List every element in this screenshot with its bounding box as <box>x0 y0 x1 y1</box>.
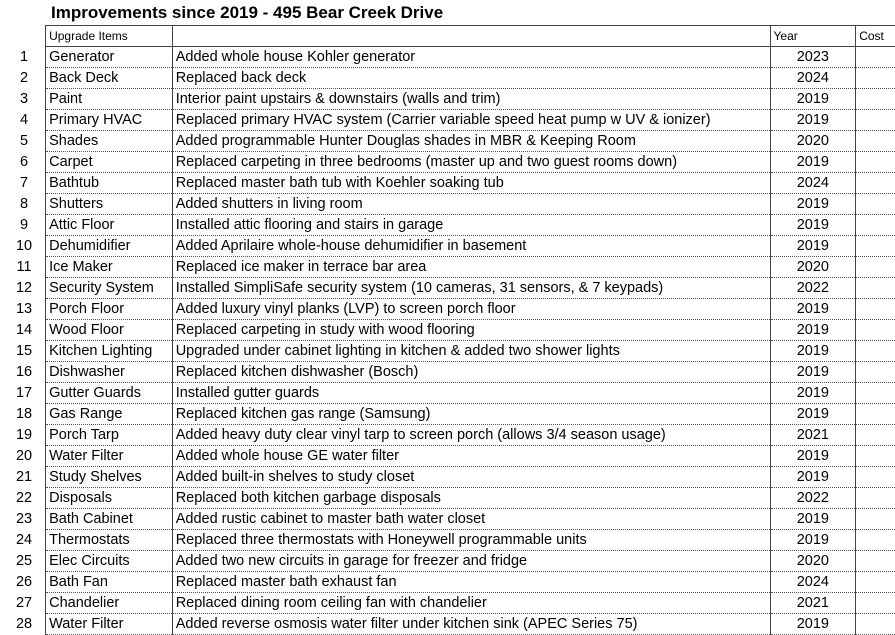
upgrade-item-cell[interactable]: Carpet <box>46 152 173 173</box>
description-cell[interactable]: Replaced kitchen gas range (Samsung) <box>172 404 770 425</box>
upgrade-item-cell[interactable]: Chandelier <box>46 593 173 614</box>
table-row <box>0 425 895 446</box>
row-number: 3 <box>20 91 29 107</box>
row-number: 2 <box>20 70 29 86</box>
cost-cell[interactable] <box>856 404 895 425</box>
description-cell[interactable]: Replaced carpeting in study with wood flooring <box>172 320 770 341</box>
header-year[interactable]: Year <box>770 26 856 47</box>
cost-cell[interactable] <box>856 572 895 593</box>
cost-cell[interactable] <box>856 278 895 299</box>
cost-cell[interactable] <box>856 383 895 404</box>
year-cell[interactable]: 2019 <box>770 341 856 362</box>
year-cell[interactable]: 2020 <box>770 551 856 572</box>
row-number: 5 <box>20 133 29 149</box>
year-cell[interactable]: 2019 <box>770 404 856 425</box>
row-number: 19 <box>15 427 33 443</box>
description-cell[interactable]: Installed SimpliSafe security system (10 cameras, 31 sensors, & 7 keypads) <box>172 278 770 299</box>
description-cell[interactable]: Replaced master bath tub with Koehler soaking tub <box>172 173 770 194</box>
year-cell[interactable]: 2019 <box>770 467 856 488</box>
cost-cell[interactable] <box>856 341 895 362</box>
cost-cell[interactable] <box>856 257 895 278</box>
description-cell[interactable]: Replaced three thermostats with Honeywell programmable units <box>172 530 770 551</box>
cost-cell[interactable] <box>856 215 895 236</box>
row-number: 20 <box>15 448 33 464</box>
table-row <box>0 446 895 467</box>
year-cell[interactable]: 2021 <box>770 425 856 446</box>
description-cell[interactable]: Added two new circuits in garage for freezer and fridge <box>172 551 770 572</box>
upgrade-item-cell[interactable]: Security System <box>46 278 173 299</box>
cost-cell[interactable] <box>856 110 895 131</box>
upgrade-item-cell[interactable]: Shutters <box>46 194 173 215</box>
description-cell[interactable]: Replaced carpeting in three bedrooms (master up and two guest rooms down) <box>172 152 770 173</box>
upgrade-item-cell[interactable]: Back Deck <box>46 68 173 89</box>
year-cell[interactable]: 2023 <box>770 47 856 68</box>
table-row <box>0 530 895 551</box>
table-row <box>0 467 895 488</box>
year-cell[interactable]: 2021 <box>770 593 856 614</box>
table-row <box>0 404 895 425</box>
description-cell[interactable]: Replaced both kitchen garbage disposals <box>172 488 770 509</box>
year-cell[interactable]: 2019 <box>770 299 856 320</box>
row-number: 9 <box>20 217 29 233</box>
row-number: 24 <box>15 532 33 548</box>
upgrade-item-cell[interactable]: Bath Cabinet <box>46 509 173 530</box>
table-row <box>0 152 895 173</box>
cost-cell[interactable] <box>856 446 895 467</box>
upgrade-item-cell[interactable]: Wood Floor <box>46 320 173 341</box>
year-cell[interactable]: 2019 <box>770 446 856 467</box>
row-number: 10 <box>15 238 33 254</box>
table-row <box>0 215 895 236</box>
row-number: 26 <box>15 574 33 590</box>
year-cell[interactable]: 2024 <box>770 572 856 593</box>
upgrade-item-cell[interactable]: Disposals <box>46 488 173 509</box>
cost-cell[interactable] <box>856 614 895 635</box>
year-cell[interactable]: 2019 <box>770 194 856 215</box>
header-description[interactable] <box>172 26 770 47</box>
upgrade-item-cell[interactable]: Shades <box>46 131 173 152</box>
upgrade-item-cell[interactable]: Study Shelves <box>46 467 173 488</box>
upgrade-item-cell[interactable]: Paint <box>46 89 173 110</box>
sheet-title: Improvements since 2019 - 495 Bear Creek Drive <box>51 3 444 22</box>
description-cell[interactable]: Replaced kitchen dishwasher (Bosch) <box>172 362 770 383</box>
table-row <box>0 299 895 320</box>
upgrade-item-cell[interactable]: Dishwasher <box>46 362 173 383</box>
row-number: 6 <box>20 154 29 170</box>
row-number: 15 <box>15 343 33 359</box>
description-cell[interactable]: Added Aprilaire whole-house dehumidifier in basement <box>172 236 770 257</box>
upgrade-item-cell[interactable]: Thermostats <box>46 530 173 551</box>
year-cell[interactable]: 2022 <box>770 278 856 299</box>
year-cell[interactable]: 2019 <box>770 110 856 131</box>
year-cell[interactable]: 2019 <box>770 362 856 383</box>
row-number: 25 <box>15 553 33 569</box>
row-number: 27 <box>15 595 33 611</box>
year-cell[interactable]: 2019 <box>770 509 856 530</box>
cost-cell[interactable] <box>856 551 895 572</box>
row-number: 1 <box>20 49 29 65</box>
table-row <box>0 68 895 89</box>
description-cell[interactable]: Added shutters in living room <box>172 194 770 215</box>
table-row <box>0 362 895 383</box>
year-cell[interactable]: 2022 <box>770 488 856 509</box>
description-cell[interactable]: Replaced master bath exhaust fan <box>172 572 770 593</box>
upgrade-item-cell[interactable]: Water Filter <box>46 614 173 635</box>
table-row <box>0 320 895 341</box>
cost-cell[interactable] <box>856 509 895 530</box>
description-cell[interactable]: Added whole house Kohler generator <box>172 47 770 68</box>
cost-cell[interactable] <box>856 467 895 488</box>
description-cell[interactable]: Interior paint upstairs & downstairs (walls and trim) <box>172 89 770 110</box>
year-cell[interactable]: 2019 <box>770 383 856 404</box>
year-cell[interactable]: 2019 <box>770 152 856 173</box>
cost-cell[interactable] <box>856 425 895 446</box>
description-cell[interactable]: Replaced dining room ceiling fan with chandelier <box>172 593 770 614</box>
cost-cell[interactable] <box>856 530 895 551</box>
table-row <box>0 194 895 215</box>
row-number: 13 <box>15 301 33 317</box>
table-row <box>0 572 895 593</box>
table-row <box>0 383 895 404</box>
cost-cell[interactable] <box>856 299 895 320</box>
description-cell[interactable]: Installed gutter guards <box>172 383 770 404</box>
header-row <box>0 26 895 47</box>
upgrade-item-cell[interactable]: Bathtub <box>46 173 173 194</box>
table-row <box>0 593 895 614</box>
year-cell[interactable]: 2024 <box>770 173 856 194</box>
upgrade-item-cell[interactable]: Generator <box>46 47 173 68</box>
table-row <box>0 257 895 278</box>
row-number: 28 <box>15 616 33 632</box>
upgrade-item-cell[interactable]: Elec Circuits <box>46 551 173 572</box>
upgrade-item-cell[interactable]: Kitchen Lighting <box>46 341 173 362</box>
cost-cell[interactable] <box>856 89 895 110</box>
table-row <box>0 551 895 572</box>
description-cell[interactable]: Added rustic cabinet to master bath water closet <box>172 509 770 530</box>
cost-cell[interactable] <box>856 236 895 257</box>
description-cell[interactable]: Added programmable Hunter Douglas shades in MBR & Keeping Room <box>172 131 770 152</box>
description-cell[interactable]: Added reverse osmosis water filter under kitchen sink (APEC Series 75) <box>172 614 770 635</box>
header-cost[interactable]: Cost <box>856 26 895 47</box>
table-row <box>0 614 895 635</box>
table-row <box>0 509 895 530</box>
table-row <box>0 278 895 299</box>
row-number: 23 <box>15 511 33 527</box>
year-cell[interactable]: 2019 <box>770 236 856 257</box>
table-row <box>0 173 895 194</box>
table-row <box>0 89 895 110</box>
row-number: 4 <box>20 112 29 128</box>
description-cell[interactable]: Added built-in shelves to study closet <box>172 467 770 488</box>
row-number: 18 <box>15 406 33 422</box>
cost-cell[interactable] <box>856 194 895 215</box>
cost-cell[interactable] <box>856 68 895 89</box>
year-cell[interactable]: 2019 <box>770 320 856 341</box>
row-number: 22 <box>15 490 33 506</box>
description-cell[interactable]: Added luxury vinyl planks (LVP) to screen porch floor <box>172 299 770 320</box>
table-row <box>0 131 895 152</box>
cost-cell[interactable] <box>856 488 895 509</box>
upgrade-item-cell[interactable]: Gas Range <box>46 404 173 425</box>
year-cell[interactable]: 2019 <box>770 614 856 635</box>
upgrade-item-cell[interactable]: Porch Floor <box>46 299 173 320</box>
year-cell[interactable]: 2019 <box>770 89 856 110</box>
description-cell[interactable]: Added heavy duty clear vinyl tarp to screen porch (allows 3/4 season usage) <box>172 425 770 446</box>
header-row-number <box>0 26 46 47</box>
table-row <box>0 236 895 257</box>
year-cell[interactable]: 2019 <box>770 215 856 236</box>
row-number: 14 <box>15 322 33 338</box>
row-number: 11 <box>16 259 32 275</box>
table-row <box>0 488 895 509</box>
year-cell[interactable]: 2020 <box>770 257 856 278</box>
description-cell[interactable]: Upgraded under cabinet lighting in kitchen & added two shower lights <box>172 341 770 362</box>
upgrade-item-cell[interactable]: Water Filter <box>46 446 173 467</box>
upgrade-item-cell[interactable]: Bath Fan <box>46 572 173 593</box>
upgrade-item-cell[interactable]: Gutter Guards <box>46 383 173 404</box>
description-cell[interactable]: Replaced primary HVAC system (Carrier variable speed heat pump w UV & ionizer) <box>172 110 770 131</box>
year-cell[interactable]: 2020 <box>770 131 856 152</box>
row-number: 21 <box>15 469 33 485</box>
upgrade-item-cell[interactable]: Attic Floor <box>46 215 173 236</box>
upgrade-item-cell[interactable]: Ice Maker <box>46 257 173 278</box>
cost-cell[interactable] <box>856 47 895 68</box>
cost-cell[interactable] <box>856 131 895 152</box>
upgrade-item-cell[interactable]: Dehumidifier <box>46 236 173 257</box>
description-cell[interactable]: Replaced ice maker in terrace bar area <box>172 257 770 278</box>
year-cell[interactable]: 2024 <box>770 68 856 89</box>
year-cell[interactable]: 2019 <box>770 530 856 551</box>
description-cell[interactable]: Replaced back deck <box>172 68 770 89</box>
row-number: 16 <box>15 364 33 380</box>
table-row <box>0 110 895 131</box>
cost-cell[interactable] <box>856 173 895 194</box>
improvements-table <box>0 25 895 635</box>
table-row <box>0 341 895 362</box>
row-number: 12 <box>15 280 33 296</box>
description-cell[interactable]: Installed attic flooring and stairs in garage <box>172 215 770 236</box>
row-number: 17 <box>15 385 33 401</box>
header-upgrade-items[interactable]: Upgrade Items <box>46 26 173 47</box>
upgrade-item-cell[interactable]: Primary HVAC <box>46 110 173 131</box>
cost-cell[interactable] <box>856 320 895 341</box>
cost-cell[interactable] <box>856 362 895 383</box>
description-cell[interactable]: Added whole house GE water filter <box>172 446 770 467</box>
upgrade-item-cell[interactable]: Porch Tarp <box>46 425 173 446</box>
cost-cell[interactable] <box>856 593 895 614</box>
table-row <box>0 47 895 68</box>
row-number: 8 <box>20 196 29 212</box>
row-number: 7 <box>20 175 29 191</box>
cost-cell[interactable] <box>856 152 895 173</box>
